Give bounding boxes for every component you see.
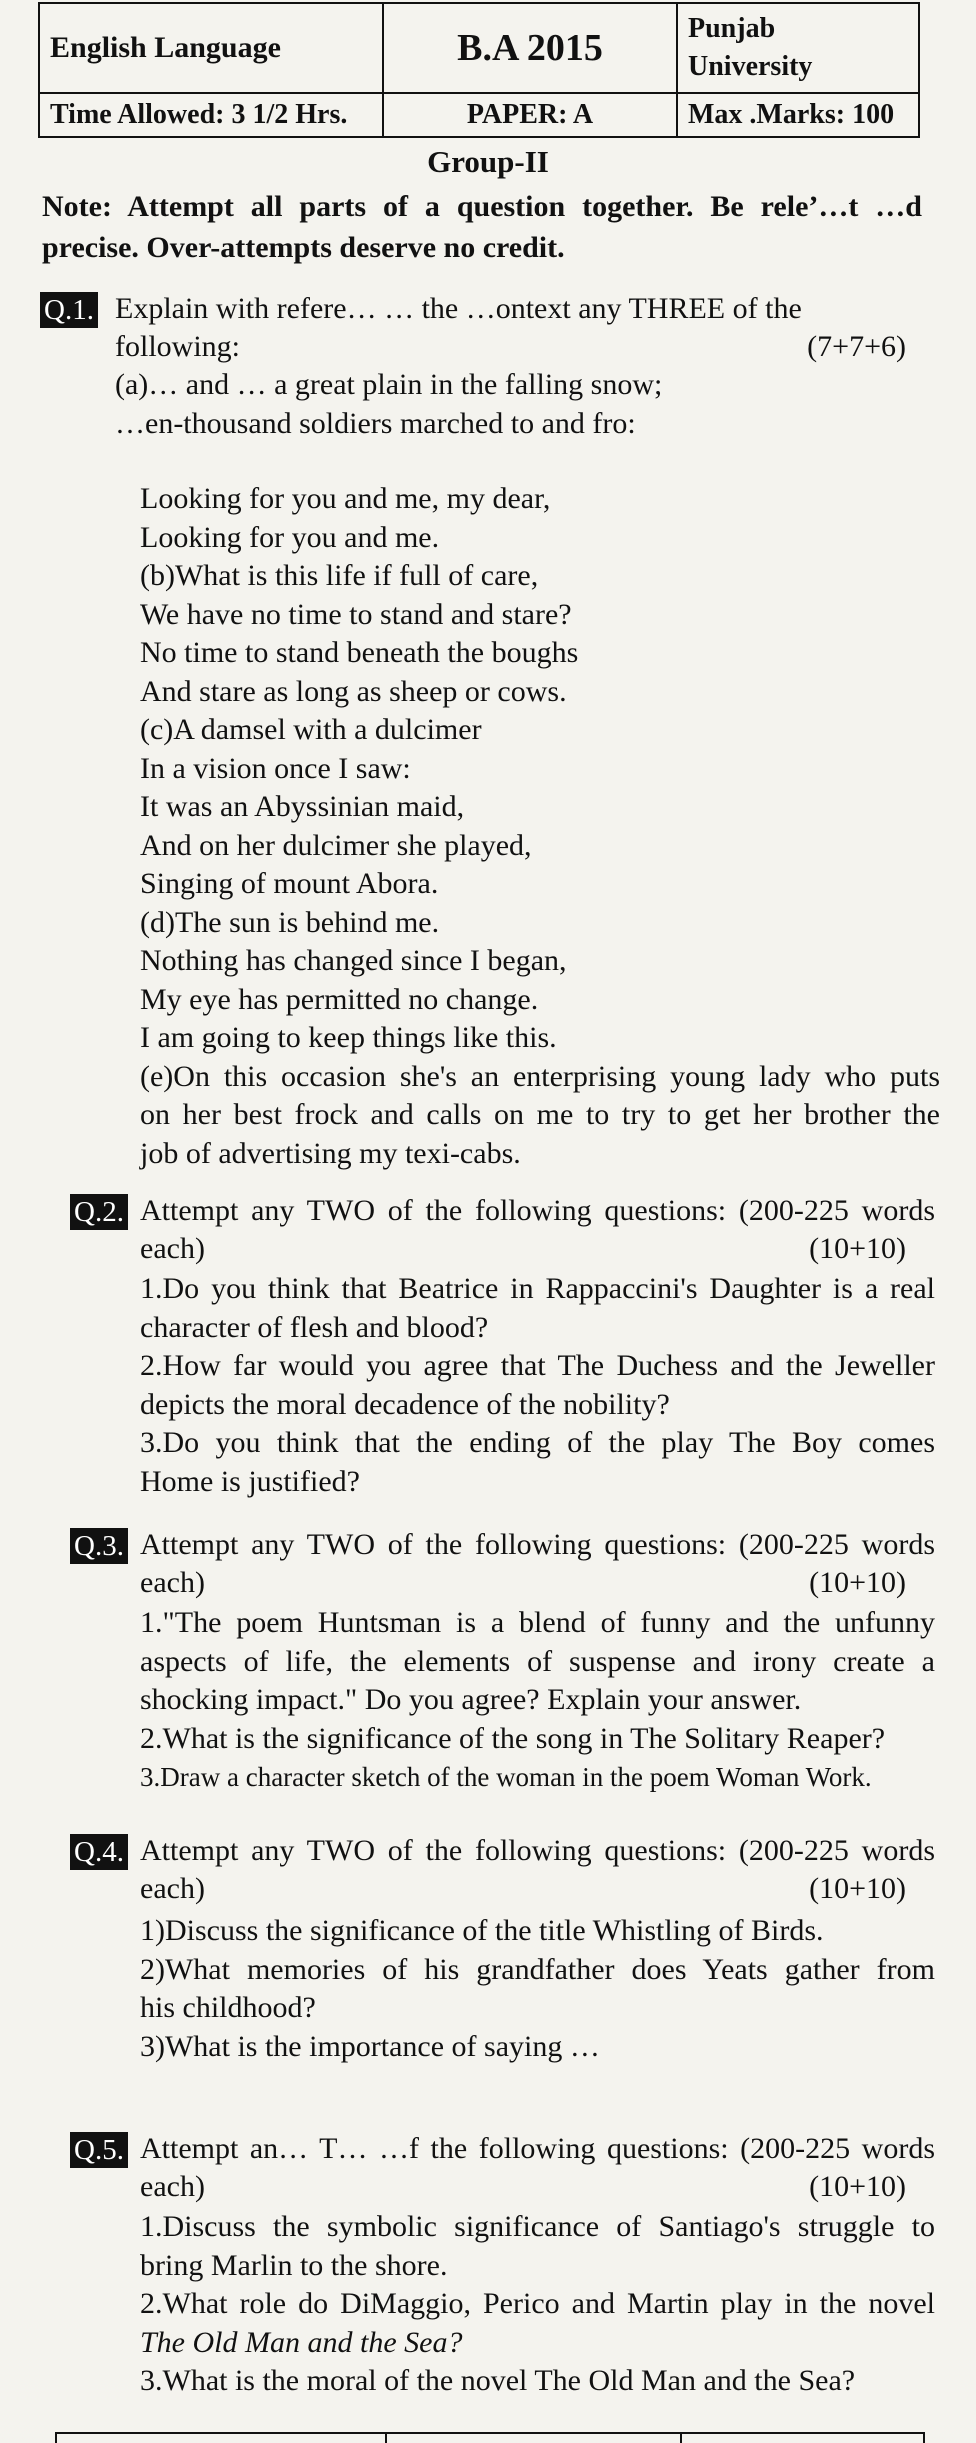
note xyxy=(42,186,922,268)
body-line: 1.Do you think that Beatrice in Rappaccini's Daughter is a real xyxy=(140,1272,935,1305)
body-line: 1)Discuss the significance of the title Whistling of Birds. xyxy=(140,1914,824,1947)
body-line: 2.What role do DiMaggio, Perico and Martin play in the novel xyxy=(140,2287,935,2320)
university-cell xyxy=(677,3,919,93)
question-badge: Q.5. xyxy=(70,2132,128,2168)
question-stem: Attempt any TWO of the following questions: (200-225 words xyxy=(140,1528,935,1561)
question-marks: (7+7+6) xyxy=(807,330,906,363)
subject-cell: English Language xyxy=(39,3,383,93)
body-line: 1."The poem Huntsman is a blend of funny and the unfunny xyxy=(140,1606,935,1639)
question-stem: Attempt any TWO of the following questions: (200-225 words xyxy=(140,1194,935,1227)
body-line: (c)A damsel with a dulcimer xyxy=(140,713,482,746)
university-line-2: University xyxy=(688,51,813,82)
question-body xyxy=(140,480,940,1173)
body-line: Home is justified? xyxy=(140,1464,360,1498)
question-stem: Explain with refere… … the …ontext any THREE of the xyxy=(115,292,802,325)
question-body xyxy=(140,1912,935,2066)
body-line: bring Marlin to the shore. xyxy=(140,2248,448,2282)
body-line: 2)What memories of his grandfather does Yeats gather from xyxy=(140,1952,935,1986)
bottom-table-divider xyxy=(55,2432,57,2443)
note-line-1: Note: Attempt all parts of a question together. Be rele’…t …d xyxy=(42,190,922,223)
body-line: Looking for you and me, my dear, xyxy=(140,482,551,515)
question-stem-2: each) xyxy=(140,1872,205,1905)
body-line: We have no time to stand and stare? xyxy=(140,597,572,631)
question-marks: (10+10) xyxy=(809,1232,906,1265)
body-line: on her best frock and calls on me to try to get her brother the xyxy=(140,1098,940,1131)
body-line: 2.How far would you agree that The Duchess and the Jeweller xyxy=(140,1349,935,1382)
bottom-table-divider xyxy=(385,2432,387,2443)
question-stem-2: each) xyxy=(140,1232,205,1265)
body-line: character of flesh and blood? xyxy=(140,1310,489,1344)
question-badge: Q.3. xyxy=(70,1528,128,1564)
body-line: 3)What is the importance of saying … xyxy=(140,2029,600,2063)
body-line: It was an Abyssinian maid, xyxy=(140,790,465,823)
question-body xyxy=(115,366,935,443)
question-stem: Attempt an… T… …f the following questions: (200-225 words xyxy=(140,2132,935,2165)
body-line: shocking impact." Do you agree? Explain your answer. xyxy=(140,1683,802,1716)
question-badge: Q.4. xyxy=(70,1834,128,1870)
group-title: Group-II xyxy=(427,144,549,179)
bottom-table-rule xyxy=(55,2432,925,2434)
question-body xyxy=(140,1270,935,1501)
max-marks-cell: Max .Marks: 100 xyxy=(677,93,919,137)
bottom-table-divider xyxy=(680,2432,682,2443)
question-body xyxy=(140,1604,935,1797)
bottom-table-divider xyxy=(923,2432,925,2443)
question-marks: (10+10) xyxy=(809,1566,906,1599)
body-line: …en-thousand soldiers marched to and fro: xyxy=(115,406,636,440)
question-body xyxy=(140,2208,935,2401)
exam-title-cell: B.A 2015 xyxy=(383,3,677,93)
question-badge: Q.1. xyxy=(40,292,98,328)
body-line: (a)… and … a great plain in the falling snow; xyxy=(115,368,663,401)
body-line: And on her dulcimer she played, xyxy=(140,828,532,862)
body-line: Singing of mount Abora. xyxy=(140,867,439,900)
body-line: (e)On this occasion she's an enterprising young lady who puts xyxy=(140,1059,940,1093)
body-line: (b)What is this life if full of care, xyxy=(140,559,539,592)
university-line-1: Punjab xyxy=(688,13,776,44)
body-line: The Old Man and the Sea? xyxy=(140,2325,463,2359)
body-line: 3.Draw a character sketch of the woman in the poem Woman Work. xyxy=(140,1762,872,1792)
body-line: My eye has permitted no change. xyxy=(140,982,539,1016)
body-line: Nothing has changed since I began, xyxy=(140,944,567,977)
body-line: 3.Do you think that the ending of the play The Boy comes xyxy=(140,1426,935,1459)
paper-cell: PAPER: A xyxy=(383,93,677,137)
body-line: In a vision once I saw: xyxy=(140,751,411,785)
question-marks: (10+10) xyxy=(809,1872,906,1905)
question-stem-2: each) xyxy=(140,2170,205,2203)
question-stem-2: following: xyxy=(115,330,240,363)
body-line: (d)The sun is behind me. xyxy=(140,905,440,939)
body-line: 1.Discuss the symbolic significance of Santiago's struggle to xyxy=(140,2210,935,2243)
body-line: No time to stand beneath the boughs xyxy=(140,636,579,669)
body-line: 3.What is the moral of the novel The Old Man and the Sea? xyxy=(140,2364,856,2397)
body-line: I am going to keep things like this. xyxy=(140,1021,557,1054)
body-line: depicts the moral decadence of the nobility? xyxy=(140,1387,670,1421)
question-stem: Attempt any TWO of the following questions: (200-225 words xyxy=(140,1834,935,1867)
body-line: his childhood? xyxy=(140,1991,316,2024)
body-line: aspects of life, the elements of suspense and irony create a xyxy=(140,1644,935,1678)
time-allowed-cell: Time Allowed: 3 1/2 Hrs. xyxy=(39,93,383,137)
body-line: Looking for you and me. xyxy=(140,520,440,554)
question-stem-2: each) xyxy=(140,1566,205,1599)
note-line-2: precise. Over-attempts deserve no credit. xyxy=(42,231,565,264)
header-table xyxy=(38,2,920,138)
question-marks: (10+10) xyxy=(809,2170,906,2203)
question-badge: Q.2. xyxy=(70,1194,128,1230)
body-line: And stare as long as sheep or cows. xyxy=(140,674,567,708)
body-line: job of advertising my texi-cabs. xyxy=(140,1136,521,1170)
body-line: 2.What is the significance of the song in The Solitary Reaper? xyxy=(140,1721,886,1755)
